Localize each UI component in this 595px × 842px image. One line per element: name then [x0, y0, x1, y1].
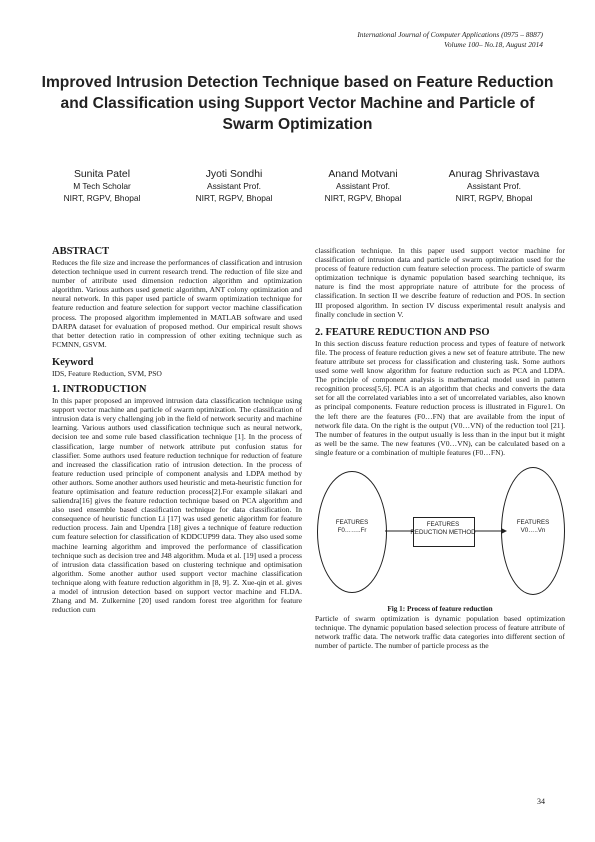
journal-header [357, 30, 543, 50]
figure-caption: Fig 1: Process of feature reduction [387, 604, 493, 613]
right-column [315, 246, 565, 650]
paper-title: Improved Intrusion Detection Technique based on Feature Reduction and Classification using Support Vector Machine and Particle of Swarm Optimization [41, 74, 554, 133]
author-name: Anand Motvani [328, 169, 398, 180]
journal-name: International Journal of Computer Applications (0975 – 8887) [357, 30, 543, 39]
input-features-title: FEATURES [335, 518, 369, 526]
output-features-range: V0…..Vn [520, 526, 546, 534]
feature-reduction-figure [315, 457, 565, 605]
abstract-text: Reduces the file size and increase the performances of classification and intrusion detection technique used in current research trend. The reduction of file size and number of attribute used dimension reduction algorithm and optimization algorithm. Various authors used genetic algorithm, ANT colony optimization and neural network. In this paper used particle of swarm optimization technique for feature reduction and feature selection for support vector machine classification process. The proposed algorithm implemented in MATLAB software and used DARPA dataset for evaluation of proposed method. Our empirical result shows that better detection ratio in compression of other exiting technique such as FCMNN, GSVM. [52, 258, 302, 349]
output-features-title: FEATURES [516, 518, 550, 526]
intro-continued-text: classification technique. In this paper used support vector machine for classification of intrusion data and particle of swarm optimization used for the process of feature reduction cum feature selection process. The particle of swarm optimization technique is dynamic population based searching technique, its nature is find the most appropriate nature of attribute for the process of classification. In section II we describe feature of reduction and POS. In section III proposed algorithm. In section IV discuss experimental result analysis and finally conclude in section V. [315, 246, 565, 319]
author-name: Jyoti Sondhi [205, 169, 263, 180]
section2-heading: 2. FEATURE REDUCTION AND PSO [315, 326, 490, 338]
page-number: 34 [537, 797, 545, 806]
author-affiliation: NIRT, RGPV, Bhopal [455, 192, 533, 203]
reduction-method-subtitle: REDUCTION METHOD [410, 528, 476, 536]
author-name: Anurag Shrivastava [448, 169, 540, 180]
author-role: Assistant Prof. [467, 181, 521, 191]
author-1 [52, 168, 152, 204]
author-role: Assistant Prof. [207, 181, 261, 191]
author-role: M Tech Scholar [73, 181, 131, 191]
input-features-label [317, 519, 387, 535]
output-features-label [501, 519, 565, 535]
author-affiliation: NIRT, RGPV, Bhopal [63, 192, 141, 203]
keywords-heading: Keyword [52, 356, 94, 368]
left-column [52, 246, 302, 614]
section2-text: In this section discuss feature reduction process and types of feature of network file. The process of feature reduction gives a new set of feature attribute. The new feature attribute set process for classification and clustering task. Some authors used some well know algorithm for feature reduction such as PCA and LDPA. The principle of component analysis is mathematical model used in pattern recognition process[5,6]. PCA is an algorithm that checks and converts the data set for all the correlated variables into a set of uncorrelated variables, also known as principal components. Feature reduction process is illustrated in Figure1. On the left there are the features (F0…FN) that are available from the input of network file data. On the right is the output (V0…VN) of the reduction tool [21]. The number of features in the output usually is less than in the input but it might as well be the same. The new features (V0…VN), can be calculated based on a single feature or a combination of multiple features (F0…FN). [315, 338, 565, 457]
reduction-method-title: FEATURES [426, 520, 460, 528]
author-name: Sunita Patel [73, 169, 131, 180]
pso-paragraph: Particle of swarm optimization is dynamic population based optimization technique. The dynamic population based selection process of feature attribute of network traffic data. The network traffic data categories into different section of number of particle. The number of particle process as the [315, 614, 565, 651]
input-features-range: F0……..Fr [337, 526, 367, 534]
author-affiliation: NIRT, RGPV, Bhopal [324, 192, 402, 203]
intro-heading: 1. INTRODUCTION [52, 384, 147, 396]
intro-text: In this paper proposed an improved intrusion data classification technique using support vector machine and particle of swarm optimization. The classification of intrusion data is very challenging job in the field of network security and machine learning. Various authors used classification technique such as neural network, decision tee and some rule based classification technique [1]. In the process of classification, large number of network attribute put confusion status for classifier. Some authors used feature reduction technique for reduction of feature and increased the classification ratio of intrusion detection. In the process of feature reduction used principle of component analysis and LDPA method by other authors. Some another authors used heuristic and meta-heuristic function for feature optimisation and feature reduction process[2].For example silakari and saliendra[16] gives the feature reduction technique based on PCA algorithm and also used ensemble based classification technique for data classification. In consequence of heuristic function Li [17] was used genetic algorithm for feature reduction process. Jain and Upendra [18] gives a technique of feature reduction cum feature selection for classification of KDDCUP99 data. They also used some machine learning algorithm and improved the performance of classification technique such as decision tree and J48 algorithm. Muda et al. [19] used a process of intrusion data classification based on clustering technique and optimisation algorithm. Some another author used support vector machine classification technique along with feature reduction algorithm in [8, 9]. Z. Xue-qin et al. gives a model of intrusion detection based on support vector machine and FLDA. Zhang and M. Zulkernine [20] used random forest tree algorithm for feature reduction cum [52, 396, 302, 615]
author-3 [313, 168, 413, 204]
author-4 [444, 168, 544, 204]
author-role: Assistant Prof. [336, 181, 390, 191]
abstract-heading: ABSTRACT [52, 246, 110, 257]
author-2 [184, 168, 284, 204]
journal-volume: Volume 100– No.18, August 2014 [444, 40, 543, 49]
reduction-method-label [407, 521, 479, 537]
keywords-text: IDS, Feature Reduction, SVM, PSO [52, 368, 162, 378]
author-affiliation: NIRT, RGPV, Bhopal [195, 192, 273, 203]
